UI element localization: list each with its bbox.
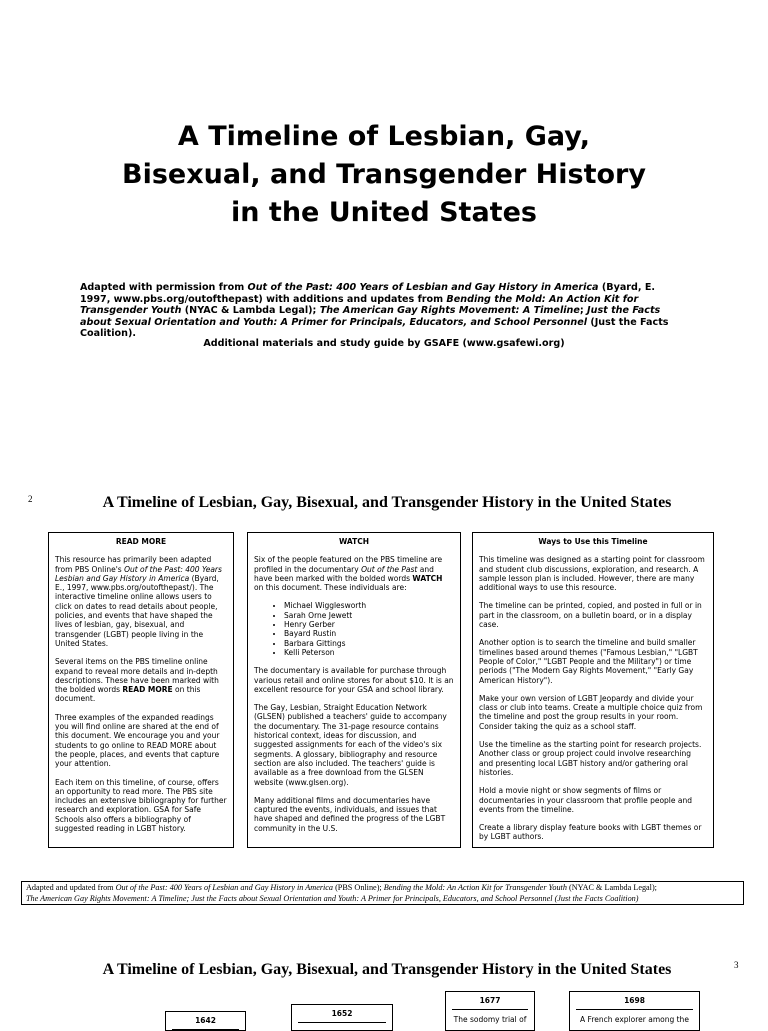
credits-text: (Byard, E. 1997, www.pbs.org/outofthepast) with additions and updates from bbox=[80, 282, 656, 305]
paragraph: Use the timeline as the starting point for research projects. Another class or group project could involve researching and presenting local LGBT history and/or gathering oral histories. bbox=[479, 740, 702, 777]
read-more-box bbox=[48, 532, 234, 848]
paragraph: This timeline was designed as a starting point for classroom and student club discussions, exploration, and research. A sample lesson plan is included. However, there are many additional ways to use this resource. bbox=[479, 555, 705, 593]
timeline-year: 1698 bbox=[576, 992, 693, 1010]
paragraph: Each item on this timeline, of course, offers an opportunity to read more. The PBS site includes an extensive bibliography for further research and exploration. GSA for Safe Schools also offers a bibliography of suggested reading in LGBT history. bbox=[55, 777, 227, 834]
paragraph: The timeline can be printed, copied, and posted in full or in part in the classroom, on a bulletin board, or in a display case. bbox=[479, 601, 702, 630]
read-more-heading: READ MORE bbox=[115, 537, 167, 546]
paragraph: Hold a movie night or show segments of films or documentaries in your classroom that profile people and events from the timeline. bbox=[479, 786, 692, 814]
page-footer bbox=[21, 881, 744, 905]
list-item: • Sarah Orne Jewett bbox=[284, 611, 454, 620]
paragraph: Create a library display feature books with LGBT themes or by LGBT authors. bbox=[479, 823, 702, 842]
paragraph: This resource has primarily been adapted from PBS Online's Out of the Past: 400 Years Lesbian and Gay History in America (Byard, E., 1997, www.pbs.org/outofthepast/). The interactive timeline online allows users to click on dates to read details about people, policies, and events that have shaped the lives of lesbian, gay, bisexual, and transgender (LGBT) people living in the United States. bbox=[55, 555, 222, 648]
title-line-2: Bisexual, and Transgender History bbox=[122, 159, 646, 190]
paragraph: The documentary is available for purchase through various retail and online stores for about $10. It is an excellent resource for your GSA and school library. bbox=[254, 666, 454, 694]
paragraph: Another option is to search the timeline and build smaller timelines based around themes ("Famous Lesbian," "LGBT People of Color," "LGBT People and the Military") or time periods ("The Modern Gay Rights Movement," "Early Gay American History"). bbox=[479, 638, 698, 685]
paragraph: The Gay, Lesbian, Straight Education Network (GLSEN) published a teachers' guide to accompany the documentary. The 31-page resource contains historical context, ideas for discussion, and suggested assignments for each of the video's six segments. A glossary, bibliography and resource section are also included. The teachers' guide is available as a free download from the GLSEN website (www.glsen.org). bbox=[254, 703, 447, 787]
page-number: 2 bbox=[28, 494, 33, 504]
timeline-year: 1677 bbox=[452, 992, 528, 1010]
credits-title: Bending the Mold: An Action Kit for Transgender Youth bbox=[80, 293, 639, 316]
watch-box bbox=[247, 532, 461, 848]
timeline-year: 1642 bbox=[172, 1012, 239, 1030]
credits-text: (Just the Facts Coalition). bbox=[80, 316, 669, 339]
footer-line-1: Adapted and updated from Out of the Past: 400 Years of Lesbian and Gay History in America (PBS Online); Bending the Mold: An Action Kit for Transgender Youth (NYAC & Lambda Legal); bbox=[26, 883, 657, 892]
timeline-entry bbox=[445, 991, 535, 1031]
credits-text: (NYAC & Lambda Legal); bbox=[181, 305, 320, 316]
footer-line-2: The American Gay Rights Movement: A Timeline; Just the Facts about Sexual Orientation and Youth: A Primer for Principals, Educators, and School Personnel (Just the Facts Coalition) bbox=[26, 893, 639, 903]
timeline-year: 1652 bbox=[298, 1005, 386, 1023]
page-title: A Timeline of Lesbian, Gay, Bisexual, and Transgender History in the United States bbox=[102, 961, 672, 978]
list-item: • Henry Gerber bbox=[284, 620, 454, 629]
paragraph: Six of the people featured on the PBS timeline are profiled in the documentary Out of the Past and have been marked with the bolded words WATCH on this document. These individuals are: bbox=[254, 555, 443, 593]
additional-materials: Additional materials and study guide by GSAFE (www.gsafewi.org) bbox=[203, 338, 565, 349]
document-title bbox=[0, 118, 768, 232]
timeline-entry bbox=[291, 1004, 393, 1031]
paragraph: Make your own version of LGBT Jeopardy and divide your class or club into teams. Create a multiple choice quiz from the timeline and post the group results in your room. Consider taking the quiz as a school staff. bbox=[479, 693, 703, 731]
watch-heading: WATCH bbox=[338, 537, 370, 546]
credits-text: Adapted with permission from bbox=[80, 282, 248, 293]
paragraph: Three examples of the expanded readings you will find online are shared at the end of this document. We encourage you and your students to go online to READ MORE about the people, places, and events that capture your attention. bbox=[55, 712, 220, 769]
people-list bbox=[254, 601, 454, 657]
list-item: • Michael Wigglesworth bbox=[284, 601, 454, 610]
timeline-text: A French explorer among the bbox=[580, 1015, 689, 1024]
source-credits bbox=[80, 282, 684, 340]
timeline-text: The sodomy trial of bbox=[453, 1015, 527, 1024]
credits-title: Out of the Past: 400 Years of Lesbian and Gay History in America bbox=[247, 282, 599, 293]
list-item: • Kelli Peterson bbox=[284, 648, 454, 657]
list-item: • Bayard Rustin bbox=[284, 629, 454, 638]
timeline-entry bbox=[569, 991, 700, 1031]
ways-heading: Ways to Use this Timeline bbox=[538, 537, 648, 546]
credits-title: The American Gay Rights Movement: A Timeline bbox=[319, 305, 580, 316]
credits-title: Just the Facts about Sexual Orientation and Youth: A Primer for Principals, Educators, and School Personnel bbox=[80, 305, 661, 328]
paragraph: Many additional films and documentaries have captured the events, individuals, and issues that have shaped and defined the progress of the LGBT community in the U.S. bbox=[254, 795, 446, 833]
timeline-entry bbox=[165, 1011, 246, 1031]
paragraph: Several items on the PBS timeline online expand to reveal more details and in-depth descriptions. These have been marked with the bolded words READ MORE on this document. bbox=[55, 657, 219, 704]
credits-text: ; bbox=[579, 305, 588, 316]
title-line-1: A Timeline of Lesbian, Gay, bbox=[177, 121, 591, 152]
page-number: 3 bbox=[734, 960, 739, 970]
ways-to-use-box bbox=[472, 532, 714, 848]
page-title: A Timeline of Lesbian, Gay, Bisexual, and Transgender History in the United States bbox=[102, 494, 672, 511]
list-item: • Barbara Gittings bbox=[284, 639, 454, 648]
title-line-3: in the United States bbox=[231, 197, 537, 228]
